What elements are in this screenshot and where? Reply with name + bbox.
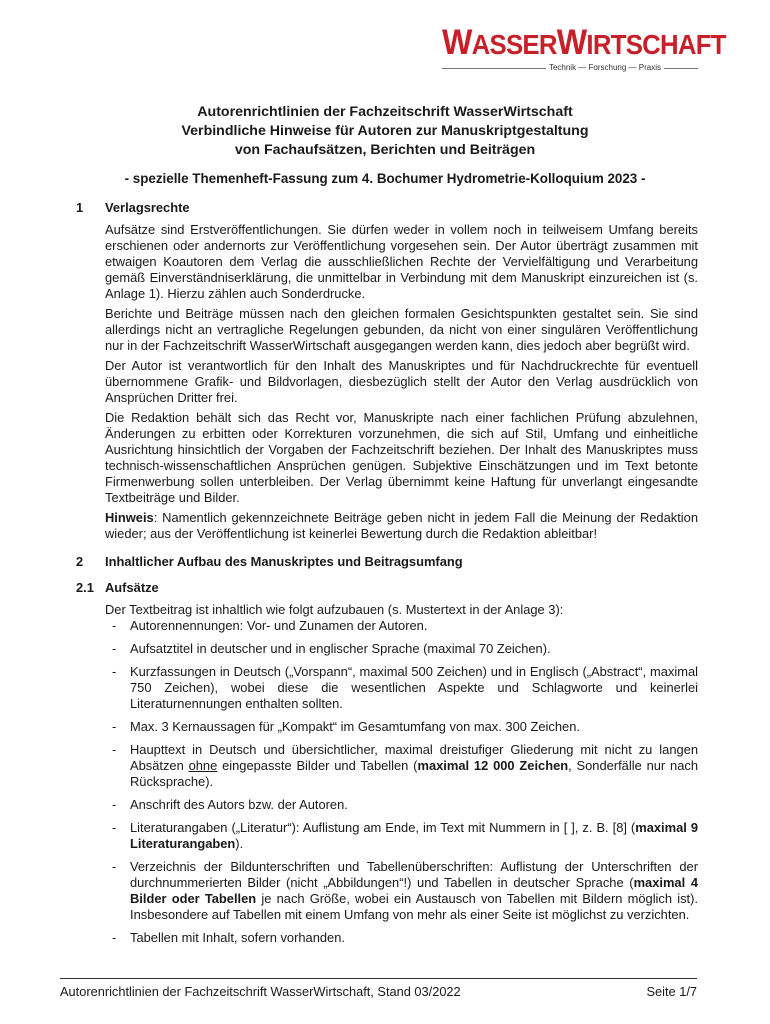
- logo-tagline: Technik — Forschung — Praxis: [442, 62, 698, 74]
- list-item: - Kurzfassungen in Deutsch („Vorspann“, maximal 500 Zeichen) und in Englisch („Abstract“, maximal 750 Zeichen), wobei diese die wesentlichen Aspekte und Schlagworte und keinerlei Literaturnennungen enthalten sollten.: [112, 664, 698, 711]
- footer-document-info: Autorenrichtlinien der Fachzeitschrift WasserWirtschaft, Stand 03/2022: [60, 984, 461, 999]
- special-edition-subtitle: - spezielle Themenheft-Fassung zum 4. Bochumer Hydrometrie-Kolloquium 2023 -: [124, 171, 646, 186]
- section-heading-2: 2 Inhaltlicher Aufbau des Manuskriptes und Beitragsumfang: [76, 554, 463, 569]
- list-item: - Tabellen mit Inhalt, sofern vorhanden.: [112, 930, 345, 945]
- list-item: - Autorennennungen: Vor- und Zunamen der Autoren.: [112, 618, 428, 633]
- section-heading-2-1: 2.1 Aufsätze: [76, 580, 159, 595]
- document-title: [60, 103, 710, 160]
- paragraph: Der Autor ist verantwortlich für den Inhalt des Manuskriptes und für Nachdruckrechte für eventuell übernommene Grafik- und Bildvorlagen, diesbezüglich stellt der Autor den Verlag ausdrücklich von Ansprüchen Dritter frei.: [105, 358, 698, 405]
- page-footer: [60, 978, 697, 999]
- section-heading-1: 1 Verlagsrechte: [76, 200, 190, 215]
- note-label: Hinweis: [105, 510, 154, 525]
- list-item: - Verzeichnis der Bildunterschriften und Tabellenüberschriften: Auflistung der Unterschriften der durchnummerierten Bilder (nicht „Abbildungen“!) und Tabellen in deutscher Sprache (maximal 4 Bilder oder Tabellen je nach Größe, wobei ein Austausch von Tabellen mit Bildern möglich ist). Insbesondere auf Tabellen mit einem Umfang von mehr als einer Seite ist möglichst zu verzichten.: [112, 859, 698, 922]
- list-item: - Haupttext in Deutsch und übersichtlicher, maximal dreistufiger Gliederung mit nicht zu langen Absätzen ohne eingepasste Bilder und Tabellen (maximal 12 000 Zeichen, Sonderfälle nur nach Rücksprache).: [112, 742, 698, 789]
- paragraph: Aufsätze sind Erstveröffentlichungen. Sie dürfen weder in vollem noch in teilweisem Umfang bereits erschienen oder andernorts zur Veröffentlichung vorgesehen sein. Der Autor überträgt zusammen mit etwaigen Koautoren dem Verlag die ausschließlichen Rechte der Vervielfältigung und Verarbeitung gemäß Einverständniserklärung, die unmittelbar in Verbindung mit dem Manuskript einzureichen ist (s. Anlage 1). Hierzu zählen auch Sonderdrucke.: [105, 222, 698, 301]
- note-paragraph: Hinweis: Namentlich gekennzeichnete Beiträge geben nicht in jedem Fall die Meinung der Redaktion wieder; aus der Veröffentlichung ist keinerlei Bewertung durch die Redaktion ableitbar!: [105, 510, 698, 541]
- title-line-2: Verbindliche Hinweise für Autoren zur Manuskriptgestaltung: [181, 123, 589, 139]
- paragraph: Berichte und Beiträge müssen nach den gleichen formalen Gesichtspunkten gestaltet sein. Sie sind allerdings nicht an vertragliche Regelungen gebunden, da nicht von einer singulären Veröffentlichung nur in der Fachzeitschrift WasserWirtschaft ausgegangen werden kann, dies jedoch aber begrüßt wird.: [105, 306, 698, 353]
- logo-wordmark: WASSERWIRTSCHAFT: [442, 23, 726, 62]
- page-number: Seite 1/7: [646, 984, 697, 999]
- wasserwirtschaft-logo: [442, 23, 726, 74]
- paragraph: Der Textbeitrag ist inhaltlich wie folgt aufzubauen (s. Mustertext in der Anlage 3):: [105, 602, 564, 617]
- paragraph: Die Redaktion behält sich das Recht vor, Manuskripte nach einer fachlichen Prüfung abzulehnen, Änderungen zu erbitten oder Korrekturen vorzunehmen, die sich auf Stil, Umfang und einheitliche Ausrichtung hinsichtlich der Vorgaben der Fachzeitschrift beziehen. Der Inhalt des Manuskriptes muss technisch-wissenschaftlichen Ansprüchen genügen. Subjektive Einschätzungen und im Text betonte Firmenwerbung sollen unterbleiben. Der Verlag übernimmt keine Haftung für unverlangt eingesandte Textbeiträge und Bilder.: [105, 410, 698, 505]
- document-body: [76, 194, 698, 946]
- title-line-1: Autorenrichtlinien der Fachzeitschrift WasserWirtschaft: [197, 104, 573, 120]
- structure-list: [76, 618, 698, 946]
- list-item: - Max. 3 Kernaussagen für „Kompakt“ im Gesamtumfang von max. 300 Zeichen.: [112, 719, 580, 734]
- title-line-3: von Fachaufsätzen, Berichten und Beiträgen: [234, 142, 536, 158]
- list-item: - Aufsatztitel in deutscher und in englischer Sprache (maximal 70 Zeichen).: [112, 641, 551, 656]
- list-item: - Literaturangaben („Literatur“): Auflistung am Ende, im Text mit Nummern in [ ], z. B. [8] (maximal 9 Literaturangaben).: [112, 820, 698, 851]
- list-item: - Anschrift des Autors bzw. der Autoren.: [112, 797, 348, 812]
